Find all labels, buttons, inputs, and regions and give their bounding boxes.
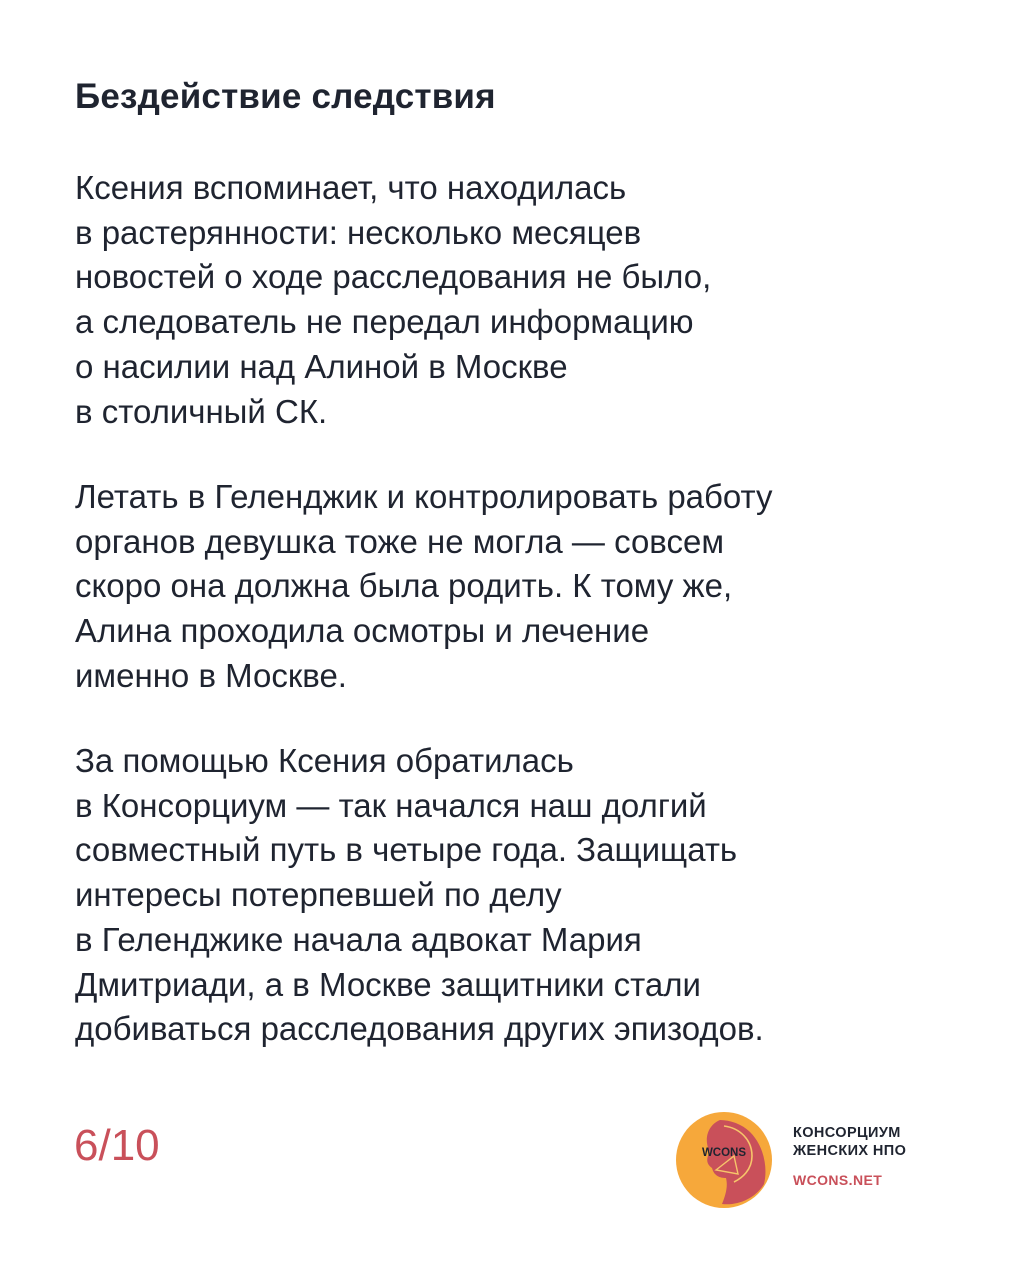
brand-name-line-2: ЖЕНСКИХ НПО (793, 1143, 907, 1159)
text-line: именно в Москве. (75, 656, 347, 694)
text-line: За помощью Ксения обратилась (75, 742, 574, 779)
brand-name-line-1: КОНСОРЦИУМ (793, 1125, 901, 1141)
text-line: новостей о ходе расследования не было, (75, 258, 712, 296)
text-line: о насилии над Алиной в Москве (75, 347, 568, 385)
wcons-logo-icon (676, 1112, 772, 1208)
text-line: Летать в Геленджик и контролировать работу (75, 478, 773, 515)
page-title: Бездействие следствия (75, 77, 496, 116)
text-line: в Геленджике начала адвокат Мария (75, 920, 642, 958)
paragraph-3 (75, 739, 975, 1052)
text-line: Алина проходила осмотры и лечение (75, 612, 650, 650)
text-line: а следователь не передал информацию (75, 303, 694, 341)
page-number: 6/10 (74, 1121, 160, 1170)
logo-text: WCONS (701, 1147, 747, 1159)
text-line: в Консорциум — так начался наш долгий (75, 786, 707, 824)
text-line: совместный путь в четыре года. Защищать (75, 831, 738, 869)
text-line: в столичный СК. (75, 392, 328, 430)
text-line: скоро она должна была родить. К тому же, (75, 567, 733, 605)
paragraph-2 (75, 475, 975, 699)
text-line: добиваться расследования других эпизодов. (75, 1010, 764, 1048)
brand-block (793, 1124, 906, 1188)
text-line: Дмитриади, а в Москве защитники стали (75, 965, 701, 1003)
text-line: в растерянности: несколько месяцев (75, 213, 642, 251)
brand-url: WCONS.NET (793, 1172, 883, 1188)
text-line: интересы потерпевшей по делу (75, 876, 562, 914)
text-line: Ксения вспоминает, что находилась (75, 169, 627, 206)
text-line: органов девушка тоже не могла — совсем (75, 522, 725, 560)
paragraph-1 (75, 166, 975, 434)
